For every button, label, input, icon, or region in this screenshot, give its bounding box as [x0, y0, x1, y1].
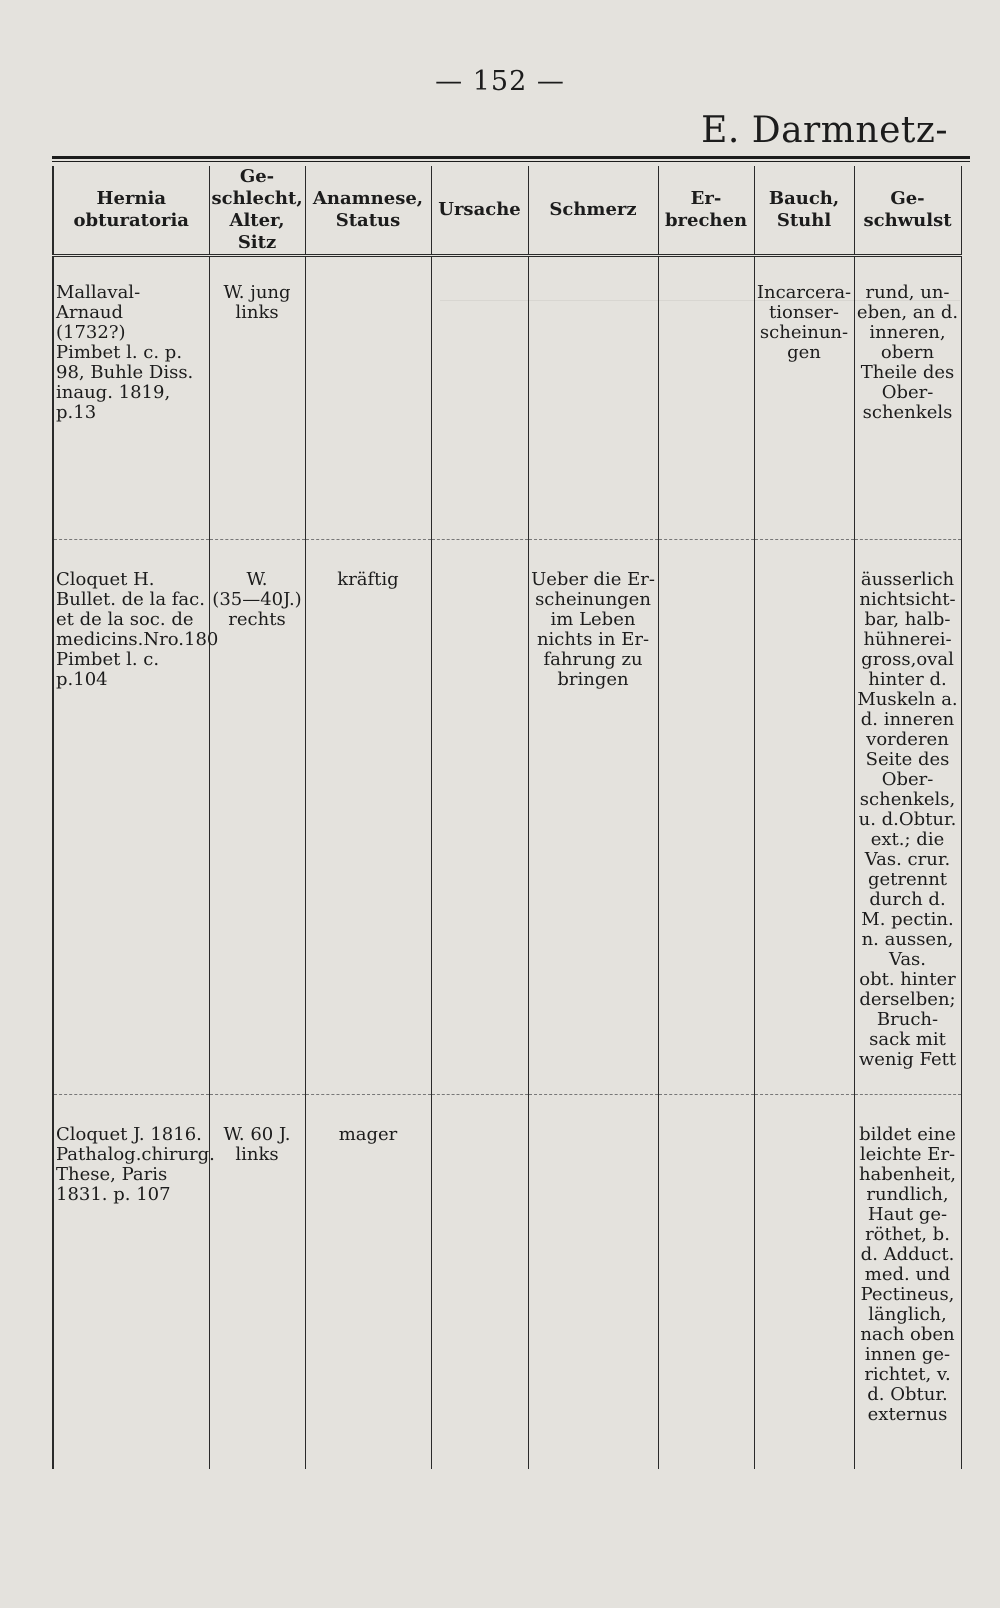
- case-reference: Cloquet J. 1816. Pathalog.chirurg. These, Paris 1831. p. 107: [53, 1095, 209, 1469]
- vomiting: [658, 540, 754, 1095]
- cause: [431, 256, 528, 540]
- anamnesis: kräftig: [305, 540, 431, 1095]
- table-row: [53, 256, 961, 540]
- tumor: rund, un- eben, an d. inneren, obern Theile des Ober- schenkels: [854, 256, 961, 540]
- running-head: E. Darmnetz-: [701, 110, 948, 151]
- anamnesis: mager: [305, 1095, 431, 1469]
- table-row: [53, 540, 961, 1095]
- table-row: [53, 1095, 961, 1469]
- abdomen-stool: [754, 1095, 854, 1469]
- page-number: — 152 —: [435, 66, 565, 97]
- case-reference: Mallaval-Arnaud (1732?) Pimbet l. c. p. 98, Buhle Diss. inaug. 1819, p.13: [53, 256, 209, 540]
- header-geschwulst: Ge- schwulst: [854, 166, 961, 256]
- header-geschlecht: Ge- schlecht, Alter, Sitz: [209, 166, 305, 256]
- header-hernia-obturatoria: Hernia obturatoria: [53, 166, 209, 256]
- tumor: äusserlich nichtsicht- bar, halb- hühnerei- gross,oval hinter d. Muskeln a. d. inneren vorderen Seite des Ober- schenkels, u. d.Obtur. ext.; die Vas. crur. getrennt durch d. M. pectin. n. aussen, Vas. obt. hinter derselben; Bruch- sack mit wenig Fett: [854, 540, 961, 1095]
- header-ursache: Ursache: [431, 166, 528, 256]
- header-anamnese: Anamnese, Status: [305, 166, 431, 256]
- hernia-obturatoria-table: [52, 166, 962, 1469]
- vomiting: [658, 1095, 754, 1469]
- pain: Ueber die Er- scheinungen im Leben nichts in Er- fahrung zu bringen: [528, 540, 658, 1095]
- case-reference: Cloquet H. Bullet. de la fac. et de la soc. de medicins.Nro.180 Pimbet l. c. p.104: [53, 540, 209, 1095]
- sex-age-side: W. 60 J. links: [209, 1095, 305, 1469]
- header-bauch-stuhl: Bauch, Stuhl: [754, 166, 854, 256]
- pain: [528, 1095, 658, 1469]
- cause: [431, 540, 528, 1095]
- pain: [528, 256, 658, 540]
- abdomen-stool: Incarcera- tionser- scheinun- gen: [754, 256, 854, 540]
- header-row: [53, 166, 961, 256]
- cause: [431, 1095, 528, 1469]
- sex-age-side: W. (35—40J.) rechts: [209, 540, 305, 1095]
- top-rule: [52, 156, 970, 159]
- tumor: bildet eine leichte Er- habenheit, rundlich, Haut ge- röthet, b. d. Adduct. med. und Pectineus, länglich, nach oben innen ge- richtet, v. d. Obtur. externus: [854, 1095, 961, 1469]
- top-rule-thin: [52, 161, 970, 162]
- header-erbrechen: Er- brechen: [658, 166, 754, 256]
- sex-age-side: W. jung links: [209, 256, 305, 540]
- header-schmerz: Schmerz: [528, 166, 658, 256]
- anamnesis: [305, 256, 431, 540]
- vomiting: [658, 256, 754, 540]
- abdomen-stool: [754, 540, 854, 1095]
